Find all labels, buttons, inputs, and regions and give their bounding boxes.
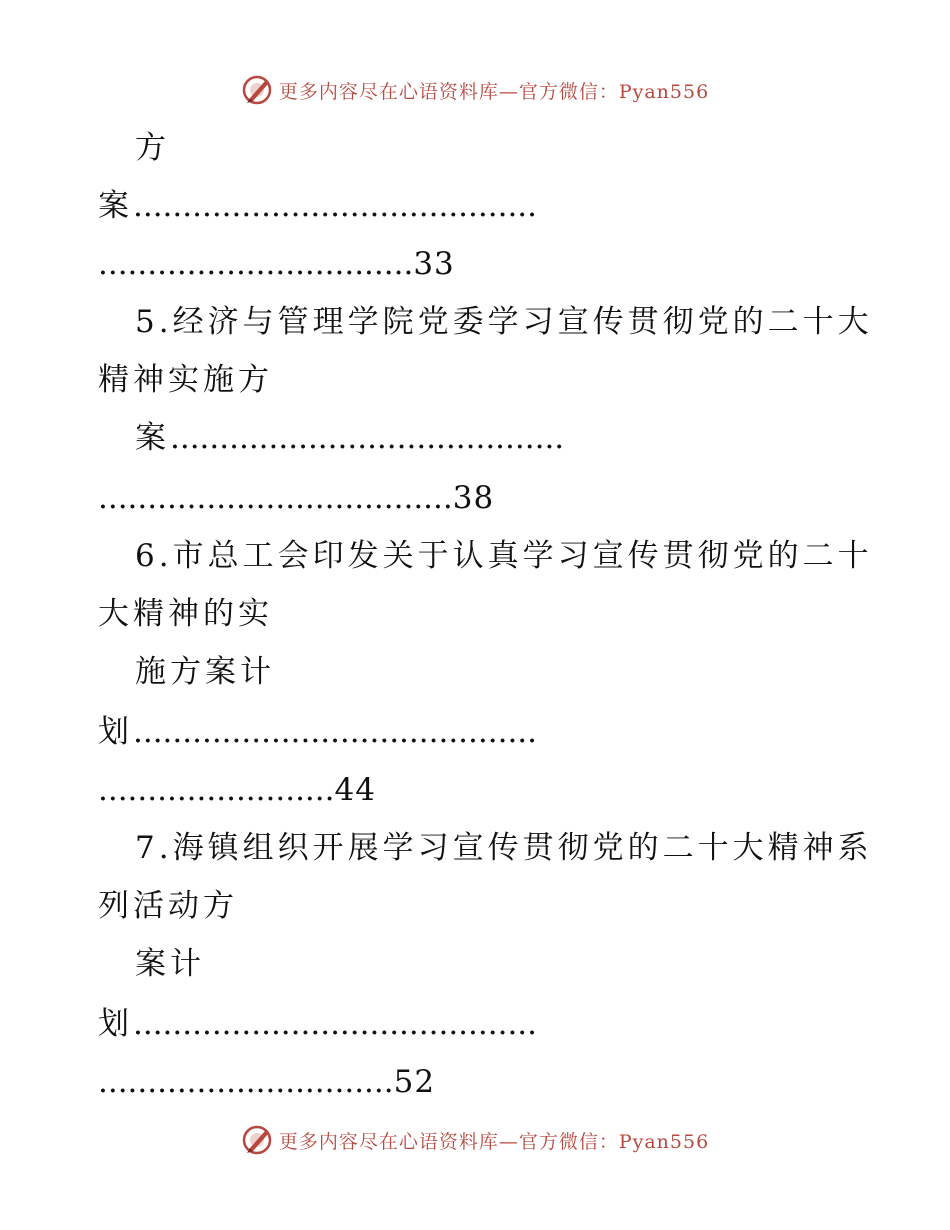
toc-line: 划......................................... [98,714,538,750]
toc-entry-title: 7.海镇组织开展学习宣传贯彻党的二十大精神系 [135,830,873,866]
toc-leader-dots: .............................. [98,1064,394,1100]
watermark-footer [0,1120,950,1160]
toc-entry-title: 6.市总工会印发关于认真学习宣传贯彻党的二十 [135,538,873,574]
toc-page-number: 52 [393,1064,436,1100]
toc-line [0,478,950,518]
toc-leader-dots: ......................................... [133,1006,538,1042]
toc-line: 方 [135,130,170,166]
toc-leader-dots: ........................................ [170,420,565,456]
toc-line: 划......................................... [98,1006,538,1042]
toc-line [0,244,950,284]
toc-line: 案......................................... [98,188,538,224]
toc-page-number: 33 [413,246,455,282]
toc-leader-dots: ......................................... [133,714,538,750]
toc-line: 精神实施方 [98,362,273,398]
pen-logo-icon [241,1124,273,1156]
watermark-text: 更多内容尽在心语资料库—官方微信：Pyan556 [278,80,710,103]
toc-entry-title: 5.经济与管理学院党委学习宣传贯彻党的二十大 [135,304,873,340]
toc-line [0,1062,950,1102]
toc-page-number: 44 [334,772,376,808]
toc-leader-dots: ................................ [98,246,414,282]
toc-leader-dots: ......................................... [133,188,538,224]
toc-line: 列活动方 [98,888,238,924]
toc-line: 大精神的实 [98,596,273,632]
toc-line: 案........................................ [135,420,565,456]
toc-leader-dots: ........................ [98,772,335,808]
toc-line [0,770,950,810]
watermark-header [0,70,950,110]
pen-logo-icon [241,74,273,106]
watermark-text: 更多内容尽在心语资料库—官方微信：Pyan556 [278,1130,710,1153]
toc-line: 案计 [135,946,205,982]
toc-leader-dots: .................................... [98,480,453,516]
toc-line: 施方案计 [135,654,275,690]
toc-page-number: 38 [452,480,495,516]
